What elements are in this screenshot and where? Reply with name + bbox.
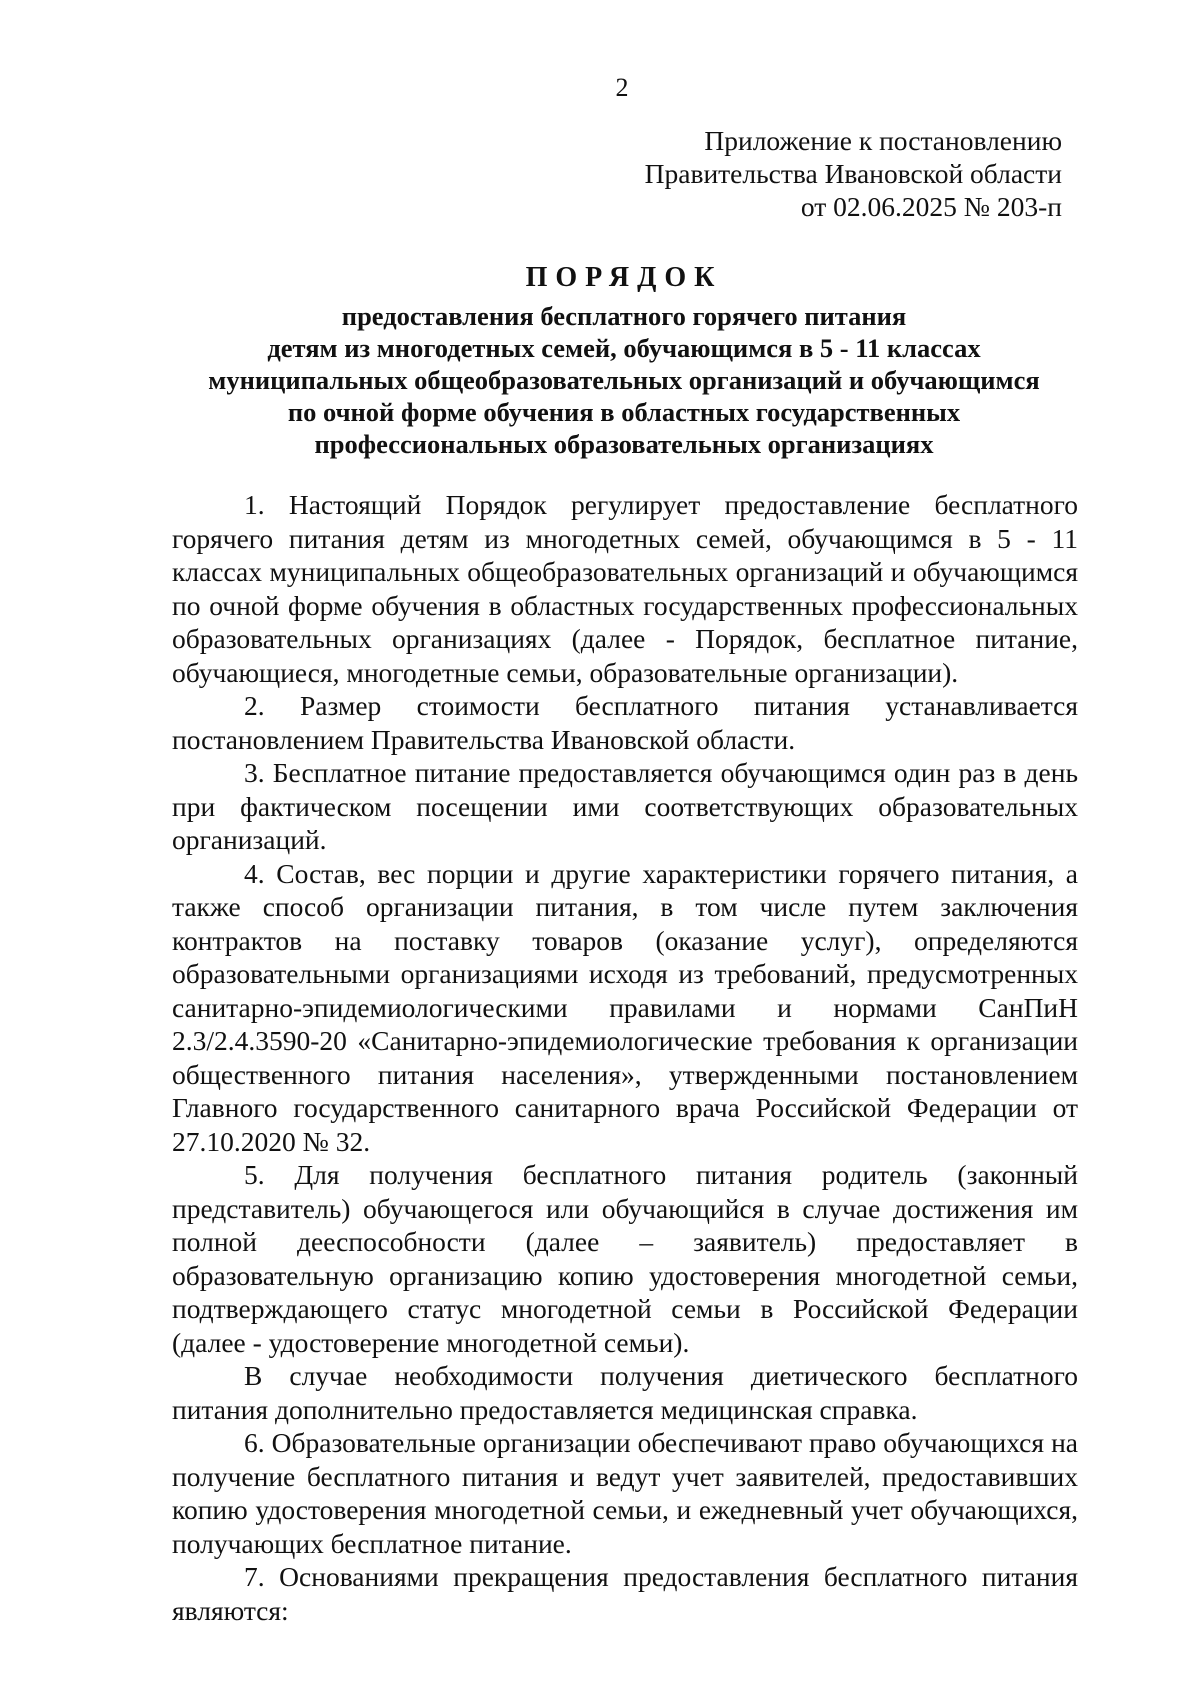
- paragraph-5: 5. Для получения бесплатного питания родитель (законный представитель) обучающегося или обучающийся в случае достижения им полной дееспособности (далее – заявитель) предоставляет в образовательную организацию копию удостоверения многодетной семьи, подтверждающего статус многодетной семьи в Российской Федерации (далее - удостоверение многодетной семьи).: [172, 1159, 1078, 1358]
- page-number: 2: [615, 73, 629, 102]
- paragraph-5-addendum: В случае необходимости получения диетического бесплатного питания дополнительно предоставляется медицинская справка.: [172, 1360, 1078, 1425]
- paragraph-7: 7. Основаниями прекращения предоставления бесплатного питания являются:: [172, 1561, 1078, 1626]
- paragraph-3: 3. Бесплатное питание предоставляется обучающимся один раз в день при фактическом посещении ими соответствующих образовательных организаций.: [172, 757, 1078, 855]
- document-title: [170, 262, 1078, 460]
- document-body: [172, 488, 1078, 1627]
- appendix-line-2: Правительства Ивановской области: [644, 158, 1062, 189]
- title-subline-5: профессиональных образовательных организациях: [314, 429, 934, 459]
- paragraph-6: 6. Образовательные организации обеспечивают право обучающихся на получение бесплатного питания и ведут учет заявителей, предоставивших копию удостоверения многодетной семьи, и ежедневный учет обучающихся, получающих бесплатное питание.: [172, 1427, 1078, 1559]
- appendix-line-1: Приложение к постановлению: [704, 125, 1062, 156]
- paragraph-4: 4. Состав, вес порции и другие характеристики горячего питания, а также способ организации питания, в том числе путем заключения контрактов на поставку товаров (оказание услуг), определяются образовательными организациями исходя из требований, предусмотренных санитарно-эпидемиологическими правилами и нормами СанПиН 2.3/2.4.3590-20 «Санитарно-эпидемиологические требования к организации общественного питания населения», утвержденными постановлением Главного государственного санитарного врача Российской Федерации от 27.10.2020 № 32.: [172, 857, 1078, 1157]
- title-subline-1: предоставления бесплатного горячего питания: [341, 301, 907, 331]
- paragraph-1: 1. Настоящий Порядок регулирует предоставление бесплатного горячего питания детям из многодетных семей, обучающимся в 5 - 11 классах муниципальных общеобразовательных организаций и обучающимся по очной форме обучения в областных государственных профессиональных образовательных организациях (далее - Порядок, бесплатное питание, обучающиеся, многодетные семьи, образовательные организации).: [172, 489, 1078, 688]
- paragraph-2: 2. Размер стоимости бесплатного питания устанавливается постановлением Правительства Ивановской области.: [172, 690, 1078, 755]
- title-subline-4: по очной форме обучения в областных государственных: [287, 397, 961, 427]
- title-main: ПОРЯДОК: [525, 262, 723, 293]
- appendix-header: [645, 124, 1062, 223]
- title-subline-3: муниципальных общеобразовательных организаций и обучающимся: [208, 365, 1040, 395]
- appendix-line-3: от 02.06.2025 № 203-п: [800, 191, 1062, 222]
- title-subline-2: детям из многодетных семей, обучающимся в 5 - 11 классах: [267, 333, 981, 363]
